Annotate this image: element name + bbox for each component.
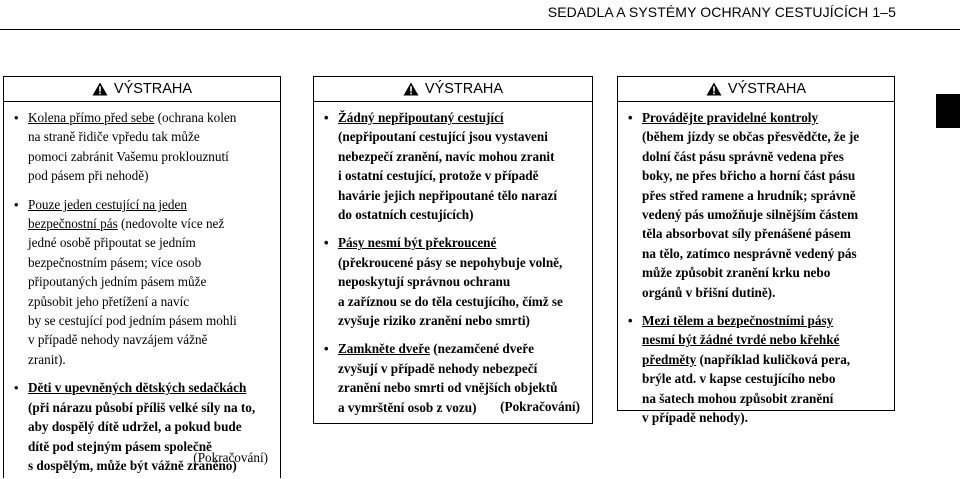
warning-item-lead: Děti v upevněných dětských sedačkách	[28, 380, 247, 396]
page-header-title: SEDADLA A SYSTÉMY OCHRANY CESTUJÍCÍCH 1–5	[547, 4, 896, 20]
warning-item	[324, 233, 584, 330]
warning-list	[314, 102, 592, 417]
header-divider	[0, 29, 960, 30]
warning-item-lead: Mezi tělem a bezpečnostními pásy nesmí být žádné tvrdé nebo křehké předměty	[642, 313, 840, 367]
warning-list	[4, 102, 280, 475]
warning-item	[14, 195, 272, 370]
warning-item-lead: Provádějte pravidelné kontroly	[642, 110, 819, 125]
warning-item-text: (nedovolte více než jedné osobě připoutat se jedním bezpečnostním pásem; více osob připoutaných jedním pásem může způsobit jeho přetížení a navíc by se cestující pod jedním pásem mohli v případě nehody navzájem vážně zranit).	[28, 216, 237, 367]
warning-triangle-icon	[706, 82, 722, 96]
warning-item-text: (během jízdy se občas přesvědčte, že je dolní část pásu správně vedena přes boky, ne přes břicho a horní část pásu přes střed ramene a hrudník; správně vedený pás umožňuje silnějším částem těla absorbovat síly přenášené pásem na tělo, zatímco nesprávně vedený pás může způsobit zranění krku nebo orgánů v břišní dutině).	[642, 129, 860, 300]
warning-triangle-icon	[403, 82, 419, 96]
warning-box-2	[313, 76, 593, 424]
page-header	[0, 0, 960, 32]
chapter-tab-marker	[936, 94, 960, 128]
warning-item-text: (nezamčené dveře zvyšují v případě nehody nebezpečí zranění nebo smrti od vnějších objektů a vymrštění osob z vozu)	[338, 341, 558, 415]
warning-item	[324, 108, 584, 224]
warning-item-text: (při nárazu působí příliš velké síly na to, aby dospělý dítě udržel, a pokud bude dítě pod stejným pásem společně s dospělým, může být vážně zraněno)	[28, 399, 256, 473]
warning-triangle-icon	[92, 82, 108, 96]
warning-item	[14, 108, 272, 186]
warning-item-lead: Zamkněte dveře	[338, 341, 430, 357]
continued-note: (Pokračování)	[193, 450, 268, 465]
warning-box-3	[617, 76, 895, 426]
warning-item-text: (například kuličková pera, brýle atd. v kapse cestujícího nebo na šatech mohou způsobit zranění v případě nehody).	[642, 351, 851, 426]
warning-item-lead: Žádný nepřipoutaný cestující	[338, 110, 504, 125]
warning-item-lead: Pásy nesmí být překroucené	[338, 235, 497, 251]
warning-list	[618, 102, 894, 428]
warning-box-1	[3, 76, 281, 478]
warning-box-header	[314, 77, 592, 102]
warning-box-header	[4, 77, 280, 102]
warning-item-text: (překroucené pásy se nepohybuje volně, neposkytují správnou ochranu a zaříznou se do těla cestujícího, čímž se zvyšuje riziko zranění nebo smrti)	[338, 254, 563, 329]
warning-title: VÝSTRAHA	[424, 81, 504, 97]
warning-item-text: (nepřipoutaní cestující jsou vystaveni nebezpečí zranění, navíc mohou zranit i ostatní cestující, protože v případě havárie jejich nepřipoutané tělo narazí do ostatních cestujících)	[338, 129, 558, 223]
warning-item-lead: Pouze jeden cestující na jeden bezpečnostní pás	[28, 196, 187, 232]
warning-item-lead: Kolena přímo před sebe	[28, 110, 155, 125]
warning-title: VÝSTRAHA	[113, 81, 193, 97]
warning-title: VÝSTRAHA	[727, 81, 807, 97]
warning-box-header	[618, 77, 894, 102]
warning-item	[628, 311, 886, 427]
warning-item	[628, 108, 886, 302]
warning-item-text: (ochrana kolen na straně řidiče vpředu tak může pomoci zabránit Vašemu proklouznutí pod pásem při nehodě)	[28, 110, 237, 184]
continued-note: (Pokračování)	[500, 399, 580, 414]
